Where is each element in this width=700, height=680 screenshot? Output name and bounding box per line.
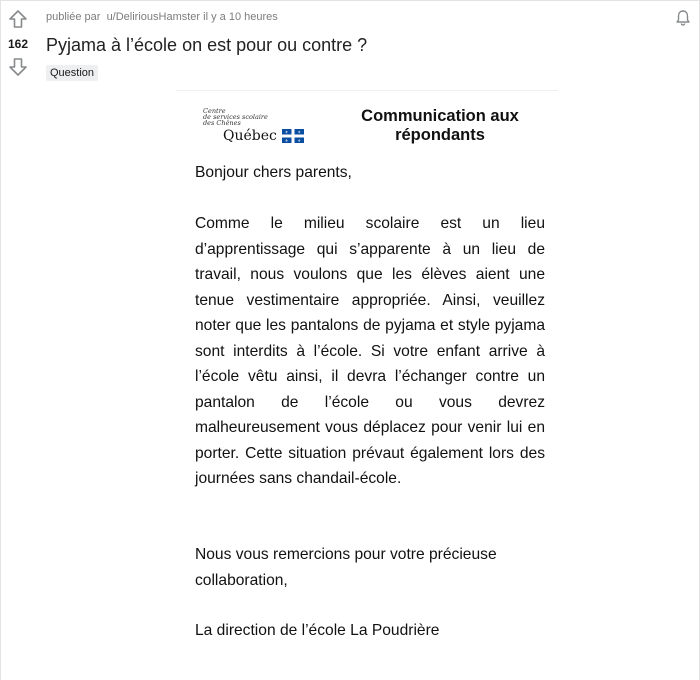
post-title[interactable]: Pyjama à l’école on est pour ou contre ? xyxy=(46,35,368,55)
svg-text:⚜: ⚜ xyxy=(284,138,289,143)
bell-icon[interactable] xyxy=(674,9,692,27)
arrow-up-icon[interactable] xyxy=(8,9,28,29)
document-paragraph-2: Nous vous remercions pour votre précieuse collaboration, xyxy=(195,546,497,589)
logo-line-3: des Chênes xyxy=(203,119,241,127)
posted-by-label: publiée par xyxy=(46,11,101,23)
frame-top-border xyxy=(0,0,700,1)
svg-text:⚜: ⚜ xyxy=(284,129,289,135)
document-heading xyxy=(340,107,540,145)
document-greeting: Bonjour chers parents, xyxy=(195,164,352,181)
post-flair[interactable]: Question xyxy=(46,65,98,81)
quebec-logo xyxy=(197,108,317,148)
document-heading-line-2: répondants xyxy=(395,126,485,144)
quebec-flag-icon xyxy=(282,129,304,143)
author-link[interactable]: u/DeliriousHamster xyxy=(106,11,201,23)
frame-left-border xyxy=(0,0,1,680)
arrow-down-icon[interactable] xyxy=(8,57,28,77)
document-heading-line-1: Communication aux xyxy=(361,107,519,125)
logo-line-2: de services scolaire xyxy=(203,113,268,121)
vote-score: 162 xyxy=(7,37,29,51)
logo-line-1: Centre xyxy=(203,107,226,115)
svg-text:⚜: ⚜ xyxy=(297,138,301,143)
post-meta xyxy=(46,11,278,23)
document-signature: La direction de l’école La Poudrière xyxy=(195,622,440,639)
post-time: il y a 10 heures xyxy=(203,11,278,23)
logo-wordmark: Québec xyxy=(223,128,277,144)
document-paragraph-1: Comme le milieu scolaire est un lieu d’apprentissage qui s’apparente à un lieu de travail, nous voulons que les élèves aient une tenue vestimentaire appropriée. Ainsi, veuillez noter que les pantalons de pyjama et style pyjama sont interdits à l’école. Si votre enfant arrive à l’école vêtu ainsi, il devra l’échanger contre un pantalon de l’école ou vous devrez malheureusement vous déplacez pour venir lui en porter. Cette situation prévaut également lors des journées sans chandail-école. xyxy=(195,215,545,487)
svg-text:⚜: ⚜ xyxy=(297,129,301,135)
document-top-edge xyxy=(176,90,558,91)
